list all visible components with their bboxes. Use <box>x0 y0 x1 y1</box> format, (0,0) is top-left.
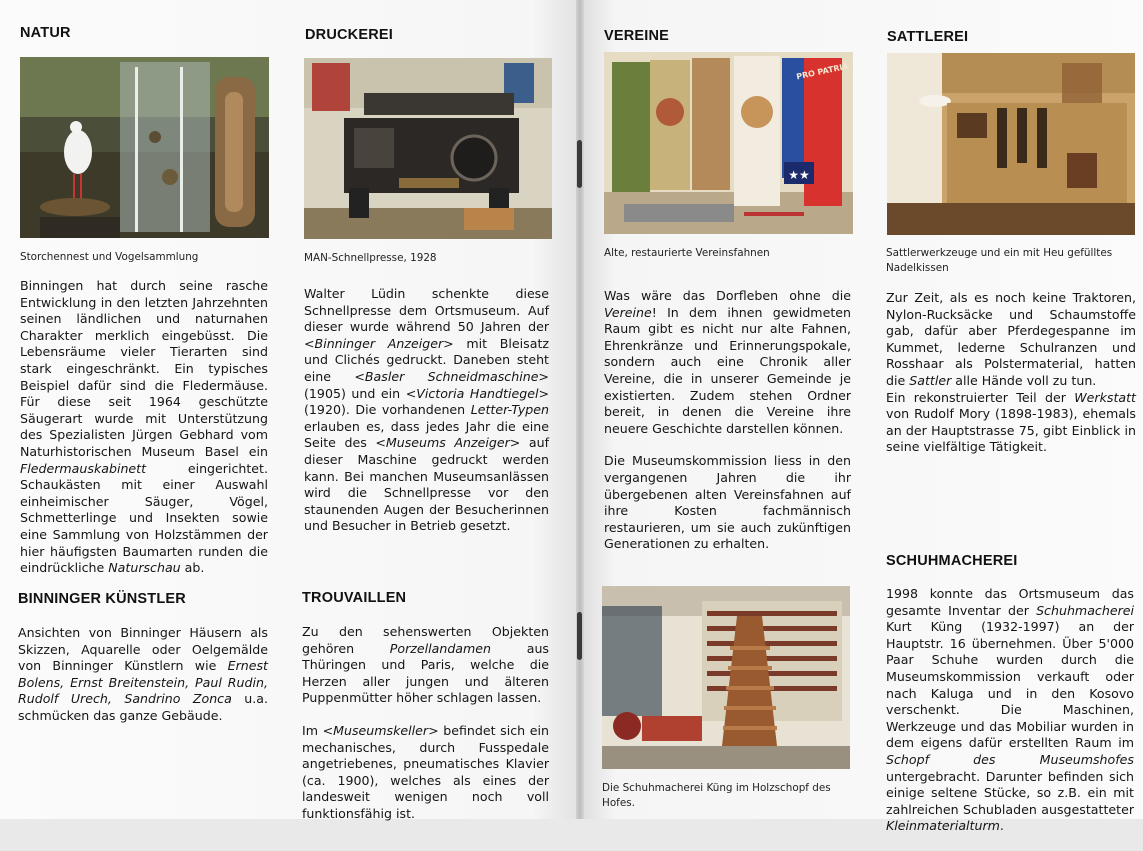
caption-natur: Storchennest und Vogelsammlung <box>20 251 199 263</box>
photo-storchennest <box>20 57 269 238</box>
staple-top <box>577 140 582 188</box>
text-vereine: Was wäre das Dorfleben ohne die Vereine! In dem ihnen gewidmeten Raum gibt es nicht nur alte Fahnen, Ehrenkränze und Erinnerungspokale, sondern auch eine Chronik aller Vereine, die in unserer Gemeinde je existierten. Zudem stehen Ordner bereit, in denen die Vereine ihre neuere Geschichte darstellen können. Die Museumskommission liess in den vergangenen Jahren die ihr übergebenen alten Vereinsfahnen auf ihre Kosten fachmännisch restaurieren, um sie auch zukünftigen Generationen zu erhalten. <box>604 288 851 552</box>
section-heading-trouvaillen: TROUVAILLEN <box>302 590 407 606</box>
section-heading-schuhmacherei: SCHUHMACHEREI <box>886 553 1018 569</box>
banner-text: PRO PATRIA <box>795 61 850 82</box>
caption-schuhmacherei: Die Schuhmacherei Küng im Holzschopf des Hofes. <box>602 782 831 809</box>
caption-druckerei: MAN-Schnellpresse, 1928 <box>304 252 437 264</box>
photo-schnellpresse <box>304 58 552 239</box>
caption-sattlerei: Sattlerwerkzeuge und ein mit Heu gefülltes Nadelkissen <box>886 247 1113 274</box>
text-trouvaillen: Zu den sehenswerten Objekten gehören Porzellandamen aus Thüringen und Paris, welche die Herzen aller jungen und älteren Puppenmütter höher schlagen lassen. Im <Museumskeller> befindet sich ein mechanisches, durch Fusspedale angetriebenes, pneumatisches Klavier (ca. 1900), welches als eines der landesweit wenigen noch voll funktionsfähig ist. <box>302 624 549 821</box>
caption-vereine: Alte, restaurierte Vereinsfahnen <box>604 247 770 259</box>
booklet-spine <box>576 0 584 819</box>
svg-text:★★: ★★ <box>788 168 810 182</box>
text-natur: Binningen hat durch seine rasche Entwicklung in den letzten Jahrzehnten seinen ländlichen und naturnahen Charakter merklich eingebüsst. Die Lebensräume vieler Tierarten sind stark eingeschränkt. Ein typisches Beispiel dafür sind die Fledermäuse. Für diese seit 1964 geschützte Säugerart wurde mit Unterstützung des Spezialisten Jürgen Gebhard vom Naturhistorischen Museum Basel ein Fledermauskabinett eingerichtet. Schaukästen mit einer Auswahl einheimischer Säuger, Vögel, Schmetterlinge und Insekten sowie eine Sammlung von Holzstämmen der hier häufigsten Baumarten runden die eindrückliche Naturschau ab. <box>20 278 268 576</box>
section-heading-druckerei: DRUCKEREI <box>305 27 393 43</box>
section-heading-natur: NATUR <box>20 25 71 41</box>
text-kuenstler: Ansichten von Binninger Häusern als Skizzen, Aquarelle oder Oelgemälde von Binninger Künstlern wie Ernest Bolens, Ernst Breitenstein, Paul Rudin, Rudolf Urech, Sandrino Zonca u.a. schmücken das ganze Gebäude. <box>18 625 268 723</box>
staple-bottom <box>577 612 582 660</box>
section-heading-sattlerei: SATTLEREI <box>887 29 969 45</box>
text-schuhmacherei: 1998 konnte das Ortsmuseum das gesamte Inventar der Schuhmacherei Kurt Küng (1932-1997) an der Hauptstr. 16 übernehmen. Über 5'000 Paar Schuhe wurden durch die Museumskommission verkauft oder nach Kaluga und in den Kosovo verschenkt. Die Maschinen, Werkzeuge und das Mobiliar wurden in dem eigens dafür erstellten Raum im Schopf des Museumshofes untergebracht. Darunter befinden sich einige seltene Stücke, so z.B. ein mit zahlreichen Schubladen ausgestatteter Kleinmaterialturm. <box>886 586 1134 834</box>
photo-schuhmacherei <box>602 586 850 769</box>
photo-vereinsfahnen <box>604 52 853 234</box>
text-druckerei: Walter Lüdin schenkte diese Schnellpresse dem Ortsmuseum. Auf dieser wurde während 50 Jahren der <Binninger Anzeiger> mit Bleisatz und Clichés gedruckt. Daneben steht eine <Basler Schneidmaschine> (1905) und ein <Victoria Handtiegel> (1920). Die vorhandenen Letter-Typen erlauben es, dass jedes Jahr die eine Seite des <Museums Anzeiger> auf dieser Maschine gedruckt werden kann. Bei manchen Museumsanlässen wird die Schnellpresse vor den staunenden Augen der Besucherinnen und Besucher in Betrieb gesetzt. <box>304 286 550 534</box>
text-sattlerei: Zur Zeit, als es noch keine Traktoren, Nylon-Rucksäcke und Schaumstoffe gab, dafür aber Pferdegespanne im Kummet, lederne Schulranzen und Rosshaar als Polstermaterial, hatten die Sattler alle Hände voll zu tun. Ein rekonstruierter Teil der Werkstatt von Rudolf Mory (1898-1983), ehemals an der Hauptstrasse 75, gibt Einblick in seine vielfältige Tätigkeit. <box>886 290 1136 455</box>
section-heading-vereine: VEREINE <box>604 28 670 44</box>
section-heading-kuenstler: BINNINGER KÜNSTLER <box>18 591 186 607</box>
photo-sattlerwerkzeuge <box>887 53 1135 235</box>
